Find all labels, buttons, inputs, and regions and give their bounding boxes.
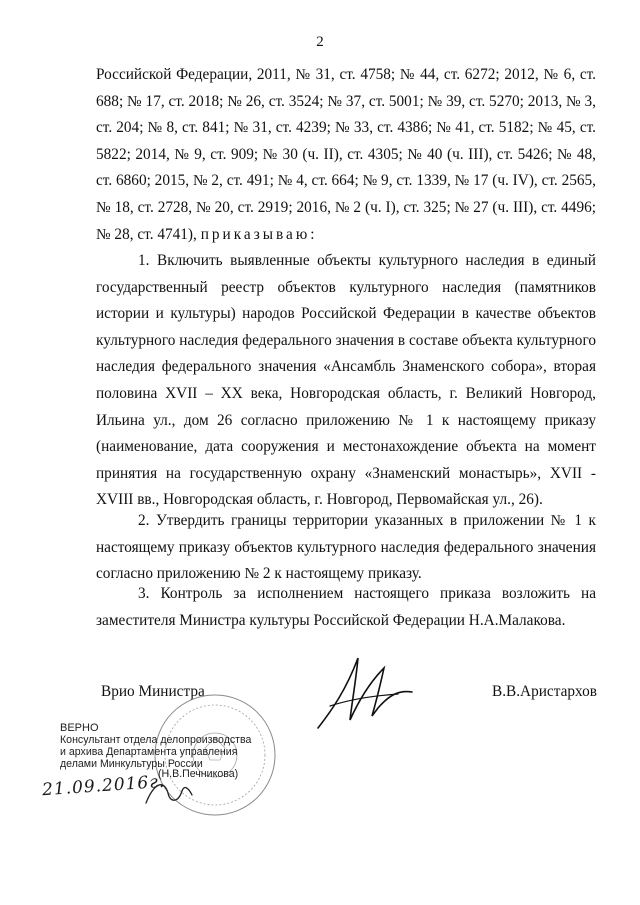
page-number: 2 [316,34,324,50]
signatory-role: Врио Министра [101,683,205,700]
order-item-1: 1. Включить выявленные объекты культурного наследия в единый государственный реестр объектов культурного наследия (памятников истории и культуры) народов Российской Федерации в качестве объектов культурного наследия федерального значения в составе объекта культурного наследия федерального значения «Ансамбль Знаменского собора», вторая половина XVII – XX века, Новгородская область, г. Великий Новгород, Ильина ул., дом 26 согласно приложению № 1 к настоящему приказу (наименование, дата сооружения и местонахождение объекта на момент принятия на государственную охрану «Знаменский монастырь», XVII - XVIII вв., Новгородская область, г. Новгород, Первомайская ул., 26). [96,252,596,509]
certification-date: 21.09.2016г. [41,771,166,801]
order-item-3: 3. Контроль за исполнением настоящего приказа возложить на заместителя Министра культуры Российской Федерации Н.А.Малакова. [96,585,596,629]
intro-text: Российской Федерации, 2011, № 31, ст. 4758; № 44, ст. 6272; 2012, № 6, ст. 688; № 17, ст. 2018; № 26, ст. 3524; № 37, ст. 5001; № 39, ст. 5270; 2013, № 3, ст. 204; № 8, ст. 841; № 31, ст. 4239; № 33, ст. 4386; № 41, ст. 5182; № 45, ст. 5822; 2014, № 9, ст. 909; № 30 (ч. II), ст. 4305; № 40 (ч. III), ст. 5426; № 48, ст. 6860; 2015, № 2, ст. 491; № 4, ст. 664; № 9, ст. 1339, № 17 (ч. IV), ст. 2565, № 18, ст. 2728, № 20, ст. 2919; 2016, № 2 (ч. I), ст. 325; № 27 (ч. III), ст. 4496; № 28, ст. 4741), [96,66,596,243]
certified-copy-mark: ВЕРНО [60,722,99,734]
intro-paragraph [96,62,596,248]
signatory-name: В.В.Аристархов [492,683,597,700]
order-word: приказываю: [200,225,318,243]
certifier-name: (Н.В.Печникова) [158,768,239,780]
handwritten-signature [300,650,420,740]
order-item-2: 2. Утвердить границы территории указанных в приложении № 1 к настоящему приказу объектов культурного наследия федерального значения согласно приложению № 2 к настоящему приказу. [96,512,596,583]
certification-block [60,722,251,770]
certification-line-1: Консультант отдела делопроизводства [60,734,252,746]
certification-line-2: и архива Департамента управления [60,746,238,758]
certification-line-3: делами Минкультуры России [60,758,203,770]
certifier-signature [140,773,200,813]
